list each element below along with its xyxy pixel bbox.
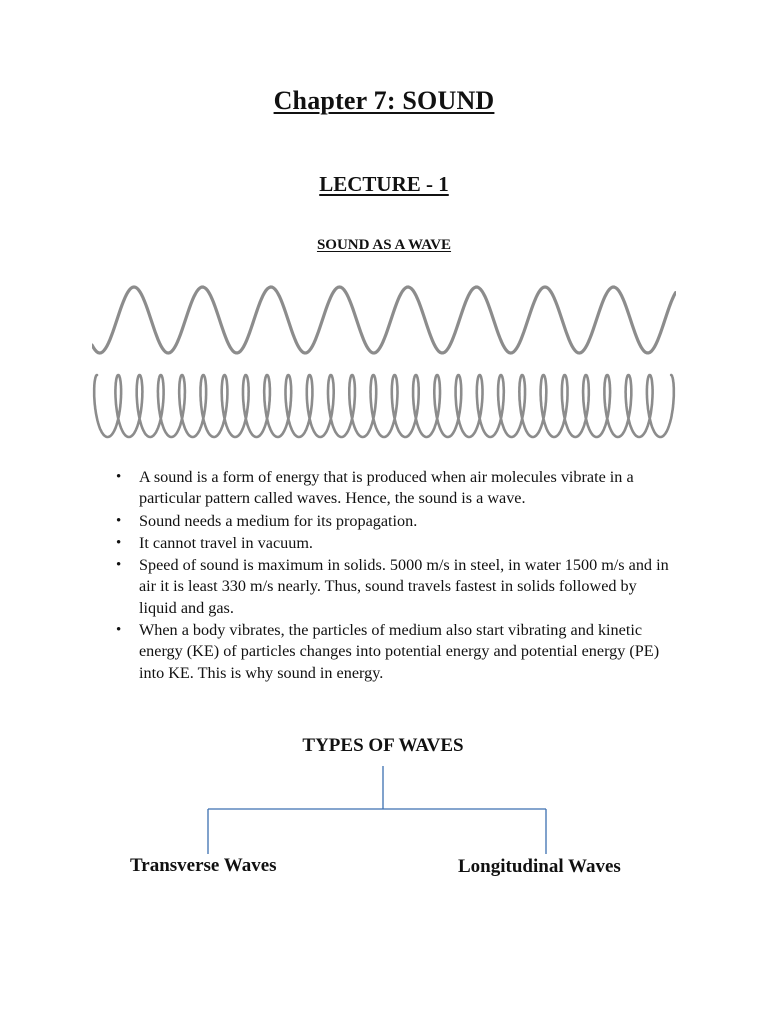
bullet-dot-icon: • xyxy=(116,557,122,574)
list-item xyxy=(114,467,674,510)
bullet-text: Sound needs a medium for its propagation. xyxy=(139,511,418,530)
chapter-title: Chapter 7: SOUND xyxy=(273,86,495,115)
list-item xyxy=(114,533,674,554)
bullet-text: When a body vibrates, the particles of medium also start vibrating and kinetic energy (KE) of particles changes into potential energy and potential energy (PE) into KE. This is why sound in energy. xyxy=(139,621,660,682)
transverse-wave-icon xyxy=(92,287,676,353)
list-item xyxy=(114,555,674,619)
bullet-dot-icon: • xyxy=(116,622,122,639)
wave-figure xyxy=(92,280,676,445)
types-tree-connector xyxy=(0,760,768,870)
list-item xyxy=(114,620,674,684)
longitudinal-wave-icon xyxy=(94,375,674,437)
lecture-title: LECTURE - 1 xyxy=(319,172,449,196)
bullet-text: A sound is a form of energy that is produced when air molecules vibrate in a particular pattern called waves. Hence, the sound is a wave. xyxy=(139,468,634,508)
bullet-dot-icon: • xyxy=(116,469,122,485)
bullet-dot-icon: • xyxy=(116,534,122,551)
section-title: SOUND AS A WAVE xyxy=(316,237,452,253)
bullet-text: It cannot travel in vacuum. xyxy=(139,533,313,552)
bullet-list xyxy=(114,467,674,685)
longitudinal-waves-label: Longitudinal Waves xyxy=(458,856,621,877)
transverse-waves-label: Transverse Waves xyxy=(130,855,277,876)
types-of-waves-title: TYPES OF WAVES xyxy=(302,735,464,756)
list-item xyxy=(114,511,674,532)
bullet-text: Speed of sound is maximum in solids. 5000 m/s in steel, in water 1500 m/s and in air it is least 330 m/s nearly. Thus, sound travels fastest in solids followed by liquid and gas. xyxy=(139,556,669,617)
bullet-dot-icon: • xyxy=(116,512,122,529)
